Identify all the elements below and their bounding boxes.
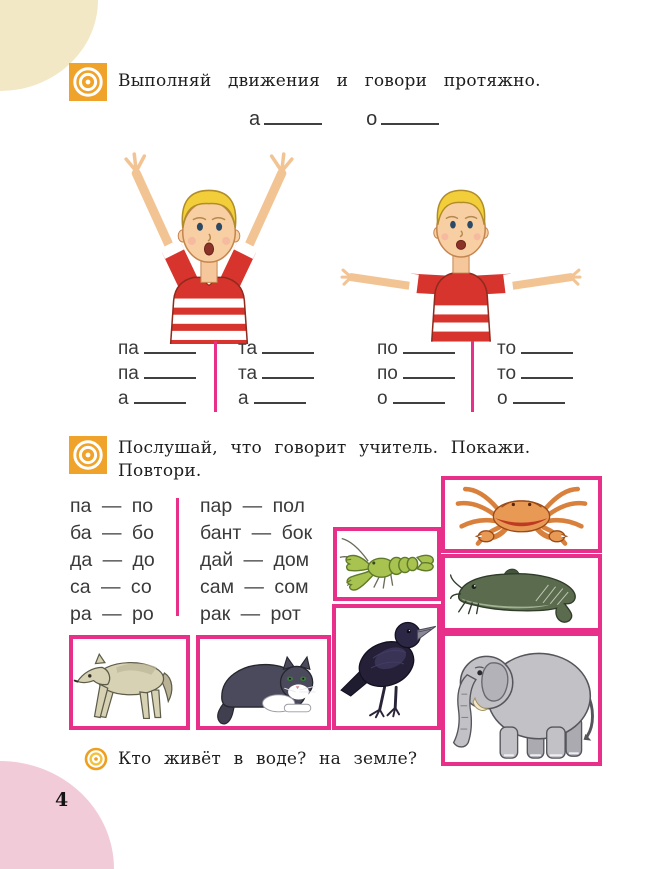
word-pair: па — по — [70, 495, 154, 517]
syllable: па — [118, 363, 139, 384]
writing-blank — [254, 391, 306, 404]
vowel-a: а — [249, 108, 261, 130]
word-pair: сам — сом — [200, 576, 309, 598]
crow-image — [336, 608, 437, 726]
task2-instruction-line1: Послушай, что говорит учитель. Покажи. — [118, 438, 531, 458]
syllable-row — [118, 363, 196, 388]
syllable: а — [238, 388, 249, 409]
word-pair: рак — рот — [200, 603, 301, 625]
syllable: по — [377, 338, 398, 359]
writing-blank — [403, 341, 455, 354]
pink-divider — [214, 341, 217, 412]
syllable: па — [118, 338, 139, 359]
cat-card — [196, 635, 331, 730]
syllable-row — [377, 338, 455, 363]
syllable-row — [377, 363, 455, 388]
syllable-column-3 — [377, 338, 455, 413]
crab-card — [441, 476, 602, 553]
writing-blank — [513, 391, 565, 404]
target-icon — [69, 436, 107, 474]
syllable-row — [497, 363, 573, 388]
writing-blank — [144, 341, 196, 354]
writing-blank — [403, 366, 455, 379]
cat-image — [200, 639, 327, 726]
syllable-row — [238, 338, 314, 363]
vowel-a-unit — [249, 108, 322, 130]
word-pair: дай — дом — [200, 549, 310, 571]
elephant-image — [445, 636, 598, 762]
writing-blank — [521, 366, 573, 379]
wolf-card — [69, 635, 190, 730]
writing-blank — [134, 391, 186, 404]
writing-blank — [262, 366, 314, 379]
crayfish-image — [337, 531, 437, 597]
wolf-image — [73, 639, 186, 726]
boy-arms-raised-illustration — [113, 147, 305, 344]
word-pair: пар — пол — [200, 495, 305, 517]
crow-card — [332, 604, 441, 730]
rings-icon — [84, 747, 108, 771]
syllable-row — [497, 388, 573, 413]
syllable-column-2 — [238, 338, 314, 413]
task2-instruction-line2: Повтори. — [118, 461, 202, 481]
writing-blank — [521, 341, 573, 354]
writing-blank — [144, 366, 196, 379]
target-icon — [69, 63, 107, 101]
vowel-exercise-line — [249, 108, 483, 131]
word-pair: да — до — [70, 549, 155, 571]
vowel-o-unit — [366, 108, 439, 130]
crab-image — [445, 480, 598, 549]
catfish-card — [441, 554, 602, 632]
vowel-o: о — [366, 108, 378, 130]
boy-arms-out-illustration — [340, 182, 582, 342]
syllable: о — [497, 388, 508, 409]
syllable-row — [118, 388, 196, 413]
page-number: 4 — [55, 789, 69, 811]
corner-decoration-bottom — [0, 761, 114, 869]
crayfish-card — [333, 527, 441, 601]
elephant-card — [441, 632, 602, 766]
syllable-row — [238, 363, 314, 388]
syllable-column-1 — [118, 338, 196, 413]
syllable: а — [118, 388, 129, 409]
word-pair: ра — ро — [70, 603, 154, 625]
syllable: то — [497, 363, 517, 384]
syllable-row — [238, 388, 314, 413]
catfish-image — [445, 558, 598, 628]
syllable: по — [377, 363, 398, 384]
writing-blank — [262, 341, 314, 354]
syllable-row — [377, 388, 455, 413]
word-pair: бант — бок — [200, 522, 313, 544]
syllable-row — [497, 338, 573, 363]
syllable: та — [238, 338, 258, 359]
word-pair: ба — бо — [70, 522, 154, 544]
pink-divider — [176, 498, 179, 616]
syllable: то — [497, 338, 517, 359]
syllable-column-4 — [497, 338, 573, 413]
syllable: о — [377, 388, 388, 409]
writing-blank — [264, 109, 322, 125]
pink-divider — [471, 341, 474, 412]
word-pairs-column-2 — [200, 494, 312, 629]
writing-blank — [381, 109, 439, 125]
word-pair: са — со — [70, 576, 152, 598]
syllable: та — [238, 363, 258, 384]
syllable-row — [118, 338, 196, 363]
task3-instruction: Кто живёт в воде? на земле? — [118, 749, 418, 769]
word-pairs-column-1 — [70, 494, 155, 629]
task1-instruction: Выполняй движения и говори протяжно. — [118, 71, 541, 91]
writing-blank — [393, 391, 445, 404]
